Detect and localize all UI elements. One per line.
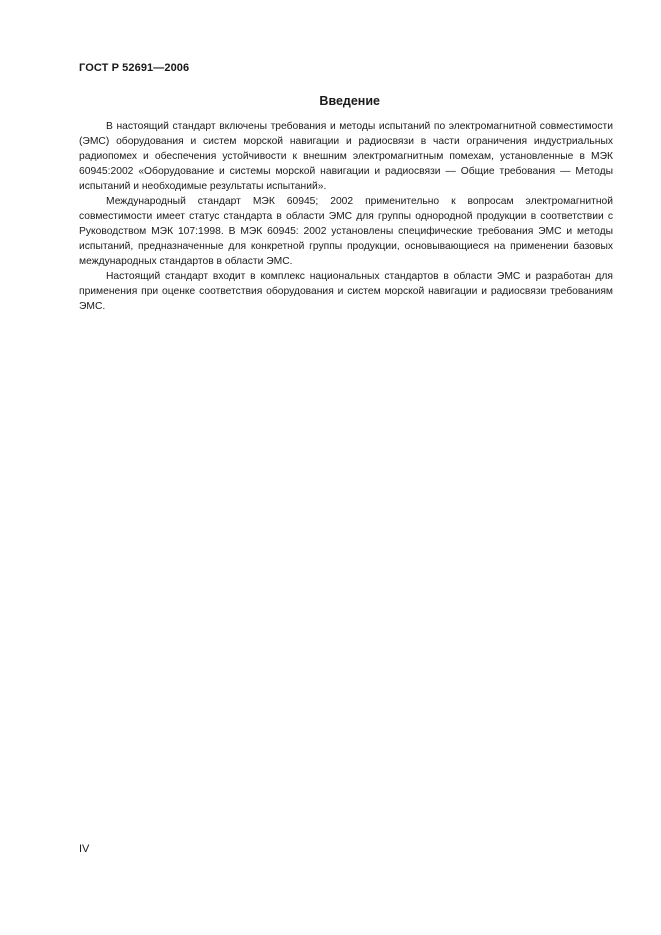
paragraph-1: В настоящий стандарт включены требования и методы испытаний по электромагнитной совместимости (ЭМС) оборудования и систем морской навигации и радиосвязи в части ограничения индустриальных радиопомех и обеспечения устойчивости к внешним электромагнитным помехам, установленные в МЭК 60945:2002 «Оборудование и системы морской навигации и радиосвязи — Общие требования — Методы испытаний и необходимые результаты испытаний».: [79, 121, 613, 192]
paragraph-3: Настоящий стандарт входит в комплекс национальных стандартов в области ЭМС и разработан для применения при оценке соответствия оборудования и систем морской навигации и радиосвязи требованиям ЭМС.: [79, 271, 613, 312]
page-number: IV: [79, 843, 90, 855]
section-heading: [79, 92, 613, 110]
body-text: [79, 119, 613, 314]
paragraph-2: Международный стандарт МЭК 60945; 2002 применительно к вопросам электромагнитной совместимости имеет статус стандарта в области ЭМС для группы однородной продукции в соответствии с Руководством МЭК 107:1998. В МЭК 60945: 2002 установлены специфические требования ЭМС и методы испытаний, предназначенные для конкретной группы продукции, основывающиеся на применении базовых международных стандартов в области ЭМС.: [79, 196, 613, 267]
document-header: ГОСТ Р 52691—2006: [79, 62, 190, 74]
section-title: Введение: [319, 94, 380, 108]
